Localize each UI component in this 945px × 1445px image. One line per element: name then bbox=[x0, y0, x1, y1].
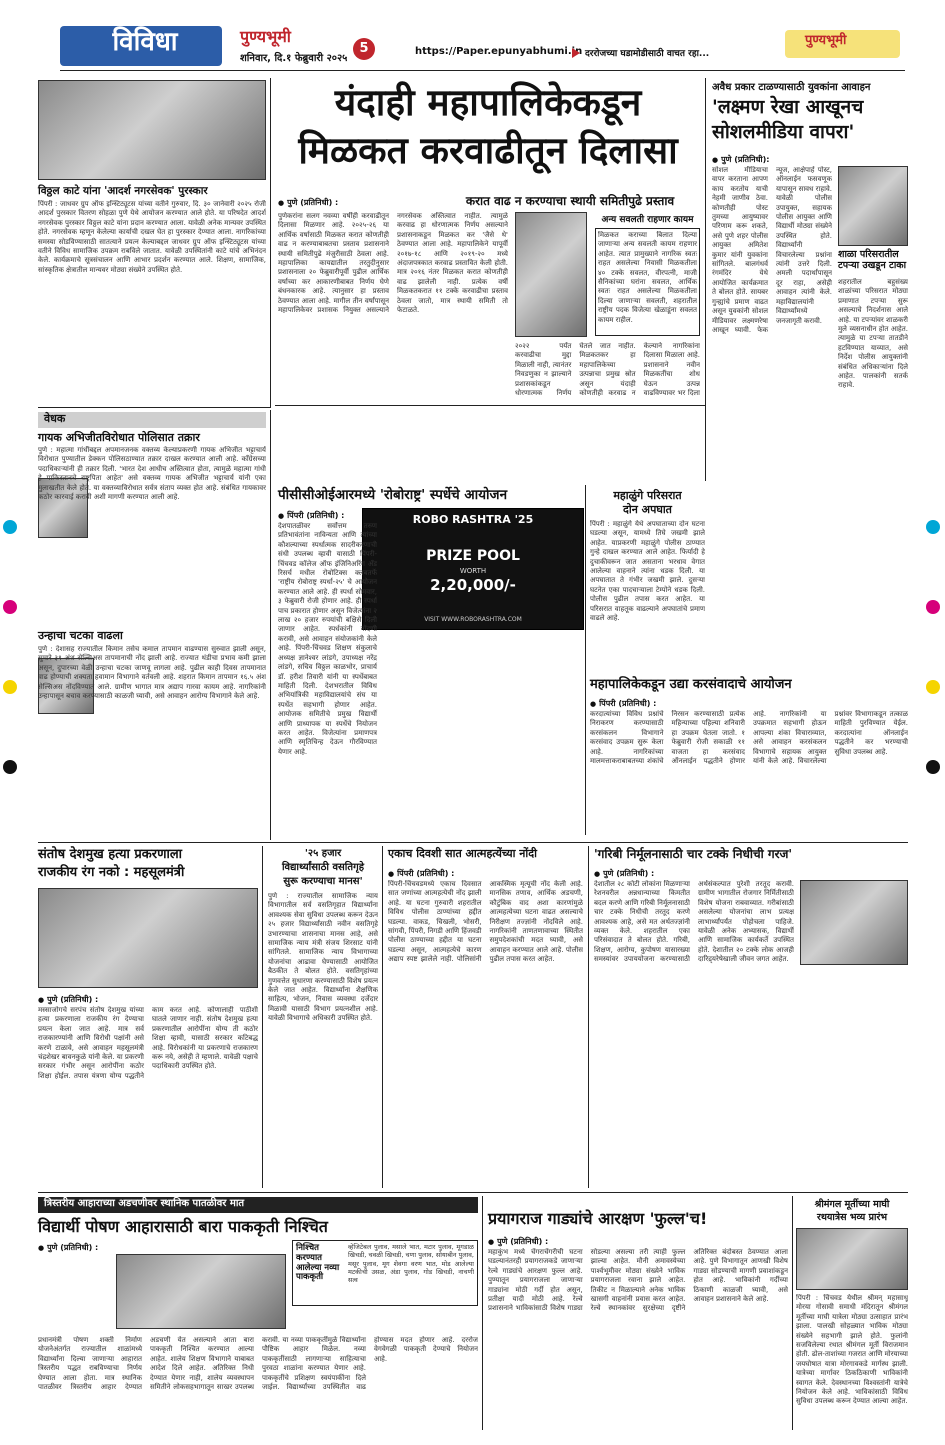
photo-poverty-seminar bbox=[800, 880, 908, 965]
story-heat: पुणे : देशासह राज्यातील किमान तसेच कमाल तापमान वाढण्यास सुरुवात झाली असून, सुमारे ३१ अंश सेल्सिअस तापमानाची नोंद झाली आहे. राज्यात थंडीचा प्रभाव कमी झाला असून, दुपारच्या वेळी उन्हाचा चटका जाणवू लागला आहे. पुढील काही दिवस तापमानात वाढ होण्याची शक्यता हवामान विभागाने वर्तवली आहे. शहरात किमान तापमान १६.५ अंश सेल्सिअस नोंदविण्यात आले. ग्रामीण भागात मात्र अद्याप गारवा कायम आहे. नागरिकांनी उन्हापासून बचाव करण्यासाठी काळजी घ्यावी, असे आवाहन आरोग्य विभागाने केले आहे. bbox=[38, 645, 266, 701]
headline-prayagraj: प्रयागराज गाड्यांचे आरक्षण 'फुल्ल'च! bbox=[488, 1209, 708, 1228]
headline-school-stalls: शाळा परिसरातील टपऱ्या उखडून टाका bbox=[838, 249, 907, 271]
byline-deshmukh: ● पुणे (प्रतिनिधी) : bbox=[38, 994, 98, 1005]
story-nutrition: प्रधानमंत्री पोषण शक्ती निर्माण योजनेअंतर्गत राज्यातील शाळांमध्ये विद्यार्थ्यांना दिल्या जाणाऱ्या आहारात त्रिस्तरीय पद्धत राबविण्याचा निर्णय घेण्यात आला होता. मात्र स्थानिक पातळीवर त्रिस्तरीय आहार देण्यात अडचणी येत असल्याने आता बारा पाककृती निश्चित करण्यात आल्या आहेत. शालेय शिक्षण विभागाने याबाबत आदेश दिले आहेत. अतिरिक्त निधी देण्यात येणार नाही, शालेय व्यवस्थापन समितीने लोकसहभागातून साखर उपलब्ध करावी. या नव्या पाककृतींमुळे विद्यार्थ्यांना पौष्टिक आहार मिळेल. नव्या पाककृतींसाठी लागणाऱ्या साहित्याचा पुरवठा शाळांना करण्यात येणार आहे. पाककृतींचे प्रशिक्षण स्वयंपाकींना दिले जाईल. विद्यार्थ्यांच्या उपस्थितीत वाढ होण्यास मदत होणार आहे. दररोज वेगवेगळी पाककृती देण्याचे नियोजन आहे. bbox=[38, 1336, 478, 1392]
registration-mark-black bbox=[3, 760, 17, 774]
kicker-social-media: अवैध प्रकार टाळण्यासाठी युवकांना आवाहन bbox=[712, 82, 871, 93]
story-karsamvad: करदात्यांच्या विविध प्रश्नांचे निराकरण करण्यासाठी करसंकलन विभागाने करसंवाद उपक्रम सुरू केला आहे. नागरिकांच्या मालमत्ताकराबाबतच्या शंकांचे निरसन करण्यासाठी प्रत्येक महिन्याच्या पहिल्या शनिवारी हा उपक्रम घेतला जातो. १ फेब्रुवारी रोजी सकाळी ११ वाजता हा करसंवाद ऑनलाईन पद्धतीने होणार आहे. नागरिकांनी या उपक्रमात सहभागी होऊन आपल्या शंका विचाराव्यात, असे आवाहन करसंकलन विभागाचे सहायक आयुक्त यांनी केले आहे. विचारलेल्या प्रश्नांवर विभागाकडून तत्काळ माहिती पुरविण्यात येईल. करदात्यांना ऑनलाईन पद्धतीने कर भरण्याची सुविधा उपलब्ध आहे. bbox=[590, 710, 908, 766]
headline-social-media-2: सोशलमीडिया वापरा' bbox=[712, 121, 855, 143]
masthead bbox=[0, 0, 945, 72]
vedhak-label-bg bbox=[38, 412, 266, 428]
main-subhead: करात वाढ न करण्याचा स्थायी समितीपुढे प्रस्ताव bbox=[465, 194, 675, 208]
headline-mahalunge-2: दोन अपघात bbox=[623, 503, 672, 516]
poster-foot: VISIT WWW.ROBORASHTRA.COM bbox=[424, 616, 522, 623]
photo-award-ceremony bbox=[38, 80, 266, 180]
vedhak-label: वेधक bbox=[44, 412, 66, 425]
photo-police-commissioner bbox=[838, 166, 908, 246]
byline-nutrition: ● पुणे (प्रतिनिधी) : bbox=[38, 1242, 98, 1253]
byline-karsamvad: ● पिंपरी (प्रतिनिधी) : bbox=[590, 698, 656, 709]
poster-prize: 2,20,000/- bbox=[430, 576, 516, 594]
headline-mahalunge-1: महाळुंगे परिसरात bbox=[613, 489, 682, 502]
main-headline-line1: यंदाही महापालिकेकडून bbox=[334, 81, 642, 124]
story-robo-rashtra: देशपातळीवर सर्वोत्तम तरुण प्रतिभावंतांना नाविन्यता आणि त्यांच्या कौशल्याच्या स्पर्धात्मक सादरीकरणाची संधी उपलब्ध व्हावी यासाठी पिंपरी-चिंचवड कॉलेज ऑफ इंजिनिअरिंग अँड रिसर्च मधील रोबोटिक्स क्लबतर्फे 'राष्ट्रीय रोबोराष्ट्र स्पर्धा-२५' चे आयोजन करण्यात आले आहे. ही स्पर्धा सोमवार, ३ फेब्रुवारी रोजी होणार आहे. ही स्पर्धा पाच प्रकारात होणार असून विजेत्यांना २ लाख २० हजार रुपयांची बक्षिसे दिली जाणार आहेत. स्पर्धकांनी नोंदणी करावी, असे आवाहन संयोजकांनी केले आहे. पिंपरी-चिंचवड शिक्षण संकुलाचे अध्यक्ष ज्ञानेश्वर लांडगे, उपाध्यक्ष नरेंद्र लांडगे, सचिव विठ्ठल काळभोर, प्राचार्य डॉ. हरीश तिवारी यांनी या स्पर्धेबाबत माहिती दिली. देशभरातील विविध अभियांत्रिकी महाविद्यालयांचे संघ या स्पर्धेत सहभागी होणार आहेत. आयोजक समितीचे प्रमुख विद्यार्थी आणि प्राध्यापक या स्पर्धेचे नियोजन करत आहेत. विजेत्यांना प्रमाणपत्र आणि स्मृतिचिन्ह देऊन गौरविण्यात येणार आहे. bbox=[278, 522, 377, 756]
main-body-a: पुणेकरांना सलग नवव्या वर्षीही करवाढीतून दिलासा मिळणार आहे. २०२५-२६ या आर्थिक वर्षासाठी मिळकत करात कोणतीही वाढ न करण्याबाबतचा प्रस्ताव प्रशासनाने स्थायी समितीपुढे मंजुरीसाठी ठेवला आहे. महापालिका कायद्यातील तरतुदीनुसार प्रशासनाला २० फेब्रुवारीपूर्वी पुढील आर्थिक वर्षाच्या कर आकारणीबाबत निर्णय घेणे बंधनकारक आहे. त्यानुसार हा प्रस्ताव ठेवण्यात आला आहे. मागील तीन वर्षांपासून महापालिकेवर प्रशासक नियुक्त असल्याने नगरसेवक अस्तित्वात नाहीत. त्यामुळे करवाढ हा धोरणात्मक निर्णय असल्याने प्रशासनाकडून मिळकत कर 'जैसे थे' ठेवण्यात आला आहे. महापालिकेने यापूर्वी २०१७-१८ आणि २०१९-२० मध्ये अंदाजपत्रकात करवाढ प्रस्तावित केली होती. मात्र २०१६ नंतर मिळकत करात कोणतीही वाढ झालेली नाही. प्रत्येक वर्षी मिळकतकरात ११ टक्के करवाढीचा प्रस्ताव ठेवला जातो, मात्र स्थायी समिती तो फेटाळते. bbox=[278, 212, 508, 315]
headline-hostels-1: विद्यार्थ्यांसाठी वसतिगृहे bbox=[281, 862, 365, 873]
story-singer-complaint: पुणे : महात्मा गांधींबद्दल अपमानजनक वक्तव्य केल्याप्रकरणी गायक अभिजीत भट्टाचार्य विरोधात पुण्यातील डेक्कन पोलिसठाण्यात तक्रार दाखल करण्यात आली आहे. काँग्रेसच्या पदाधिकाऱ्यांनी ही तक्रार दिली. 'भारत देश आधीच अस्तित्वात होता, त्यामुळे महात्मा गांधी हे पाकिस्तानचे राष्ट्रपिता आहेत' असे वक्तव्य गायक अभिजीत भट्टाचार्य यांनी एका मुलाखतीत केले होते. या वक्तव्याविरोधात सर्वत्र संताप व्यक्त होत आहे. संबंधित गायकावर कठोर कारवाई करावी अशी मागणी करण्यात आली आहे. bbox=[38, 446, 266, 502]
kicker-hostels: '२५ हजार bbox=[304, 848, 342, 859]
red-arrow-icon bbox=[572, 48, 580, 58]
story-suicides: पिंपरी-चिंचवडमध्ये एकाच दिवसात सात जणांच्या आत्महत्येची नोंद झाली आहे. या घटना गुरुवारी शहरातील विविध पोलीस ठाण्यांच्या हद्दीत घडल्या. वाकड, चिखली, भोसरी, सांगवी, पिंपरी, निगडी आणि हिंजवडी पोलीस ठाण्याच्या हद्दीत या घटना घडल्या असून, आत्महत्येचे कारण अद्याप स्पष्ट झालेले नाही. पोलिसांनी आकस्मिक मृत्यूची नोंद केली आहे. मानसिक तणाव, आर्थिक अडचणी, कौटुंबिक वाद अशा कारणांमुळे आत्महत्येच्या घटना वाढत असल्याचे निरीक्षण तज्ज्ञांनी नोंदविले आहे. नागरिकांनी ताणतणावाच्या स्थितीत समुपदेशकांची मदत घ्यावी, असे आवाहन करण्यात आले आहे. पोलीस पुढील तपास करत आहेत. bbox=[388, 880, 583, 964]
byline-poverty: ● पुणे (प्रतिनिधी) : bbox=[594, 868, 654, 879]
side-box-title: अन्य सवलती राहणार कायम bbox=[601, 215, 694, 225]
headline-nutrition: विद्यार्थी पोषण आहारासाठी बारा पाककृती निश्चित bbox=[38, 1217, 328, 1236]
story-deshmukh: मस्साजोगचे सरपंच संतोष देशमुख यांच्या हत्या प्रकरणाला राजकीय रंग देण्याचा प्रयत्न केला जात आहे. मात्र सर्व राजकारण्यांनी आणि विरोधी पक्षांनी असे करणे टाळावे, असे आवाहन महसूलमंत्री चंद्रशेखर बावनकुळे यांनी केले. या प्रकरणी सरकार गंभीर असून आरोपींना कठोर शिक्षा होईल. तपास यंत्रणा योग्य पद्धतीने काम करत आहे. कोणालाही पाठीशी घातले जाणार नाही. संतोष देशमुख हत्या प्रकरणातील आरोपींना योग्य ती कठोर शिक्षा व्हावी, यासाठी सरकार कटिबद्ध आहे. विरोधकांनी या प्रकरणाचे राजकारण करू नये, असेही ते म्हणाले. यावेळी पक्षाचे पदाधिकारी उपस्थित होते. bbox=[38, 1006, 258, 1080]
headline-poverty: 'गरिबी निर्मूलनासाठी चार टक्के निधीची गरज' bbox=[594, 847, 793, 861]
photo-school-meal bbox=[116, 1254, 286, 1329]
headline-hostels-2: सुरू करण्याचा मानस' bbox=[283, 876, 363, 887]
story-mahalunge: पिंपरी : महाळुंगे येथे अपघाताच्या दोन घटना घडल्या असून, यामध्ये तिघे जखमी झाले आहेत. याप्रकरणी महाळुंगे पोलीस ठाण्यात गुन्हे दाखल करण्यात आले आहेत. फिर्यादी हे दुचाकीवरून जात असताना भरधाव वेगात आलेल्या वाहनाने त्यांना धडक दिली. या अपघातात ते गंभीर जखमी झाले. दुसऱ्या घटनेत एका पादचाऱ्याला टेम्पोने धडक दिली. पोलीस पुढील तपास करत आहेत. या परिसरात वाहतूक वाढल्याने अपघातांचे प्रमाण वाढले आहे. bbox=[590, 520, 705, 623]
registration-mark-magenta bbox=[3, 600, 17, 614]
registration-mark-cyan bbox=[3, 520, 17, 534]
byline-robo: ● पिंपरी (प्रतिनिधी) : bbox=[278, 510, 344, 521]
registration-mark-yellow-right bbox=[926, 680, 940, 694]
headline-suicides: एकाच दिवशी सात आत्महत्येंच्या नोंदी bbox=[388, 847, 537, 860]
headline-deshmukh-1: संतोष देशमुख हत्या प्रकरणाला bbox=[38, 847, 183, 862]
story-prayagraj: महाकुंभ मध्ये चेंगराचेंगरीची घटना घडल्यानंतरही प्रयागराजकडे जाणाऱ्या रेल्वे गाड्यांचे आरक्षण फुल्ल आहे. पुण्यातून प्रयागराजला जाणाऱ्या गाड्यांना मोठी गर्दी होत असून, प्रतीक्षा यादी मोठी आहे. रेल्वे प्रशासनाने भाविकांसाठी विशेष गाड्या सोडल्या असल्या तरी त्याही फुल्ल झाल्या आहेत. मौनी अमावस्येच्या पार्श्वभूमीवर मोठ्या संख्येने भाविक प्रयागराजला रवाना झाले आहेत. तिकीट न मिळाल्याने अनेक भाविक खासगी वाहनांनी प्रवास करत आहेत. रेल्वे स्थानकांवर सुरक्षेच्या दृष्टीने अतिरिक्त बंदोबस्त ठेवण्यात आला आहे. पुणे विभागातून आणखी विशेष गाड्या सोडण्याची मागणी प्रवाशांकडून होत आहे. भाविकांनी गर्दीच्या ठिकाणी काळजी घ्यावी, असे आवाहन प्रशासनाने केले आहे. bbox=[488, 1248, 788, 1313]
story-shrimangal: पिंपरी : चिंचवड येथील श्रीमन् महासाधू मोरया गोसावी समाधी मंदिरातून श्रीमंगल मूर्तीच्या माघी यात्रेला मोठ्या उत्साहात प्रारंभ झाला. पालखी सोहळ्यात भाविक मोठ्या संख्येने सहभागी झाले होते. फुलांनी सजविलेल्या रथात श्रीमंगल मूर्ती विराजमान होती. ढोल-ताशांच्या गजरात आणि मोरयाच्या जयघोषात यात्रा मोरगावकडे मार्गस्थ झाली. यात्रेच्या मार्गावर ठिकठिकाणी भाविकांनी स्वागत केले. देवस्थानच्या विश्वस्तांनी यात्रेचे नियोजन केले आहे. भाविकांसाठी विविध सुविधा उपलब्ध करून देण्यात आल्या आहेत. bbox=[796, 1294, 908, 1406]
headline-robo-rashtra: पीसीसीओईआरमध्ये 'रोबोराष्ट्र' स्पर्धेचे आयोजन bbox=[278, 487, 508, 503]
photo-municipal-building bbox=[515, 212, 587, 337]
brand-logo: पुण्यभूमी bbox=[240, 27, 291, 46]
headline-vitthal-kate: विठ्ठल काटे यांना 'आदर्श नगरसेवक' पुरस्कार bbox=[38, 185, 208, 197]
headline-heat: उन्हाचा चटका वाढला bbox=[38, 629, 123, 642]
photo-rath-yatra bbox=[796, 1228, 908, 1290]
section-title: विविधा bbox=[112, 27, 178, 57]
headline-social-media-1: 'लक्ष्मण रेखा आखूनच bbox=[712, 96, 864, 118]
registration-mark-cyan-right bbox=[926, 520, 940, 534]
byline-social-media: ● पुणे (प्रतिनिधी): bbox=[712, 154, 769, 165]
main-headline-line2: मिळकत करवाढीतून दिलासा bbox=[298, 129, 678, 172]
nutrition-banner: त्रिस्तरीय आहाराच्या अडचणीवर स्थानिक पातळीवर मात bbox=[44, 1198, 245, 1209]
poster-title: ROBO RASHTRA '25 bbox=[412, 513, 534, 526]
headline-karsamvad: महापालिकेकडून उद्या करसंवादाचे आयोजन bbox=[590, 677, 792, 692]
story-hostels: पुणे : राज्यातील सामाजिक न्याय विभागातील सर्व वसतिगृहात विद्यार्थ्यांना आवश्यक सेवा सुविधा उपलब्ध करून देऊन २५ हजार विद्यार्थ्यांसाठी नवीन वसतिगृहे उभारण्याचा शासनाचा मानस आहे, असे सामाजिक न्याय मंत्री संजय शिरसाट यांनी सांगितले. सामाजिक न्याय विभागाच्या योजनांचा आढावा घेण्यासाठी आयोजित बैठकीत ते बोलत होते. वसतिगृहांच्या गुणवत्तेत सुधारणा करण्यासाठी विशेष प्रयत्न केले जात आहेत. विद्यार्थ्यांना शैक्षणिक साहित्य, भोजन, निवास व्यवस्था दर्जेदार मिळावी यासाठी विभाग प्रयत्नशील आहे. यावेळी विभागाचे अधिकारी उपस्थित होते. bbox=[268, 892, 378, 1023]
poster-prize-sub: WORTH bbox=[459, 567, 487, 575]
brand-logo-right: पुण्यभूमी bbox=[805, 33, 847, 48]
story-poverty: देशातील २८ कोटी लोकांना मिळणाऱ्या रेशनवरील अन्नधान्याच्या किमतीत बदल करणे आणि गरिबी निर्मूलनासाठी चार टक्के निधीची तरतूद करणे आवश्यक आहे, असे मत अर्थतज्ज्ञांनी व्यक्त केले. शहरातील एका परिसंवादात ते बोलत होते. गरिबी, शिक्षण, आरोग्य, कुपोषण यासारख्या समस्यांवर उपाययोजना करण्यासाठी अर्थसंकल्पात पुरेशी तरतूद करावी. ग्रामीण भागातील रोजगार निर्मितीसाठी विशेष योजना राबवाव्यात. गरीबांसाठी असलेल्या योजनांचा लाभ प्रत्यक्ष लाभार्थ्यांपर्यंत पोहोचला पाहिजे. यावेळी अनेक अभ्यासक, विद्यार्थी आणि सामाजिक कार्यकर्ते उपस्थित होते. देशातील २० टक्के लोक आजही दारिद्र्यरेषेखाली जीवन जगत आहेत. bbox=[594, 880, 794, 964]
menu-title: निश्चित करण्यात आलेल्या नव्या पाककृती bbox=[296, 1243, 340, 1283]
menu-body: व्हेजिटेबल पुलाव, मसाले भात, मटार पुलाव, मूगडाळ खिचडी, चवळी खिचडी, चणा पुलाव, सोयाबीन पुलाव, मसूर पुलाव, मूग शेवगा वरण भात, मोड आलेल्या मटकीची उसळ, अंडा पुलाव, गोड खिचडी, नाचणी सत्व bbox=[348, 1243, 474, 1285]
registration-mark-black-right bbox=[926, 760, 940, 774]
headline-deshmukh-2: राजकीय रंग नको : महसूलमंत्री bbox=[38, 865, 185, 880]
registration-mark-yellow bbox=[3, 680, 17, 694]
main-body-b: २०२२ पर्यंत करवाढीचा मुद्दा मिळाली नाही, त्यानंतर निवडणुका न झाल्याने प्रशासकांकडून धोरणात्मक निर्णय घेतले जात नाहीत. मिळकतकर हा महापालिकेच्या उत्पन्नाचा प्रमुख स्रोत असून यंदाही कोणतीही करवाढ न केल्याने नागरिकांना दिलासा मिळाला आहे. प्रशासनाने नवीन मिळकतींचा शोध घेऊन उत्पन्न वाढविण्यावर भर दिला bbox=[515, 342, 700, 398]
story-school-stalls: शहरातील बहुसंख्य शाळांच्या परिसरात मोठ्या प्रमाणात टपऱ्या सुरू असल्याचे निदर्शनास आले आहे. या टपऱ्यांवर शाळकरी मुले व्यसनाधीन होत आहेत. त्यामुळे या टपऱ्या तातडीने हटविण्यात याव्यात, असे निर्देश पोलीस आयुक्तांनी संबंधित अधिकाऱ्यांना दिले आहेत. पालकांनी सतर्क राहावे. bbox=[838, 278, 908, 390]
headline-singer-complaint: गायक अभिजीतविरोधात पोलिसात तक्रार bbox=[38, 431, 200, 444]
side-box-body: मिळकत कराच्या बिलात दिल्या जाणाऱ्या अन्य सवलती कायम राहणार आहेत. त्यात प्रामुख्याने नागरिक स्वतः राहत असलेल्या निवासी मिळकतीला ४० टक्के सवलत, वीरपत्नी, माजी सैनिकांच्या घरांना सवलत, आर्थिक स्वतः राहत असलेल्या मिळकतीला दिल्या जाणाऱ्या सवलती, शहरातील राष्ट्रीय पदक विजेत्या खेळाडूंना सवलत कायम राहील. bbox=[598, 231, 697, 324]
poster-prize-label: PRIZE POOL bbox=[426, 548, 520, 564]
page-number-badge: 5 bbox=[353, 38, 375, 60]
photo-deshmukh-meeting bbox=[38, 888, 258, 988]
byline-prayagraj: ● पुणे (प्रतिनिधी) : bbox=[488, 1236, 548, 1247]
issue-date: शनिवार, दि.१ फेब्रुवारी २०२५ bbox=[240, 53, 348, 64]
story-vitthal-kate: पिंपरी : जाधवर ग्रुप ऑफ इन्स्टिट्यूटस यांच्या वतीने गुरुवार, दि. ३० जानेवारी २०२५ रोजी आदर्श पुरस्कार वितरण सोहळा पुणे येथे आयोजन करण्यात आले होते. या परिषदेत आदर्श नगरसेवक पुरस्कार विठ्ठल काटे यांना प्रदान करण्यात आला. यावेळी अनेक मान्यवर उपस्थित होते. नगरसेवक म्हणून केलेल्या कार्याची दखल घेत हा पुरस्कार देण्यात आला. नागरिकांच्या समस्या सोडविण्यासाठी सातत्याने प्रयत्न केल्याबद्दल जाधवर ग्रुप ऑफ इन्स्टिट्यूटस यांच्या वतीने विविध सामाजिक उपक्रम राबविले जातात. यावेळी उपस्थितांनी काटे यांचे अभिनंदन केले. कार्यक्रमाचे सूत्रसंचालन आणि आभार प्रदर्शन करण्यात आले. शिक्षण, सामाजिक, सांस्कृतिक क्षेत्रातील मान्यवर मोठ्या संख्येने उपस्थित होते. bbox=[38, 200, 266, 274]
byline-suicides: ● पिंपरी (प्रतिनिधी) : bbox=[388, 868, 454, 879]
registration-mark-magenta-right bbox=[926, 600, 940, 614]
main-byline: ● पुणे (प्रतिनिधी) : bbox=[278, 197, 338, 208]
epaper-url[interactable]: https://Paper.epunyabhumi.in bbox=[415, 46, 583, 57]
tagline: दररोजच्या घडामोडीसाठी वाचत रहा... bbox=[585, 49, 710, 59]
headline-shrimangal-1: श्रीमंगल मूर्तीच्या माघी bbox=[814, 1199, 890, 1210]
story-social-media: सोशल मीडियाचा वापर करताना आपण काय करतोय याची नेहमी जाणीव ठेवा. कोणतीही पोस्ट तुमच्या आयुष्यावर परिणाम करू शकते, असे पुणे शहर पोलीस आयुक्त अमितेश कुमार यांनी युवकांना सांगितले. बालगंधर्व रंगमंदिर येथे आयोजित कार्यक्रमात ते बोलत होते. सायबर गुन्ह्यांचे प्रमाण वाढत असून युवकांनी सोशल मीडियावर लक्ष्मणरेषा आखून घ्यावी. फेक न्यूज, आक्षेपार्ह पोस्ट, ऑनलाईन फसवणूक यापासून सावध राहावे. यावेळी पोलीस उपायुक्त, सहायक पोलीस आयुक्त आणि विद्यार्थी मोठ्या संख्येने उपस्थित होते. विद्यार्थ्यांनी विचारलेल्या प्रश्नांना त्यांनी उत्तरे दिली. अमली पदार्थांपासून दूर राहा, असेही आवाहन त्यांनी केले. महाविद्यालयांनी विद्यार्थ्यांमध्ये जनजागृती करावी. bbox=[712, 166, 832, 334]
headline-shrimangal-2: रथयात्रेस भव्य प्रारंभ bbox=[816, 1212, 888, 1223]
